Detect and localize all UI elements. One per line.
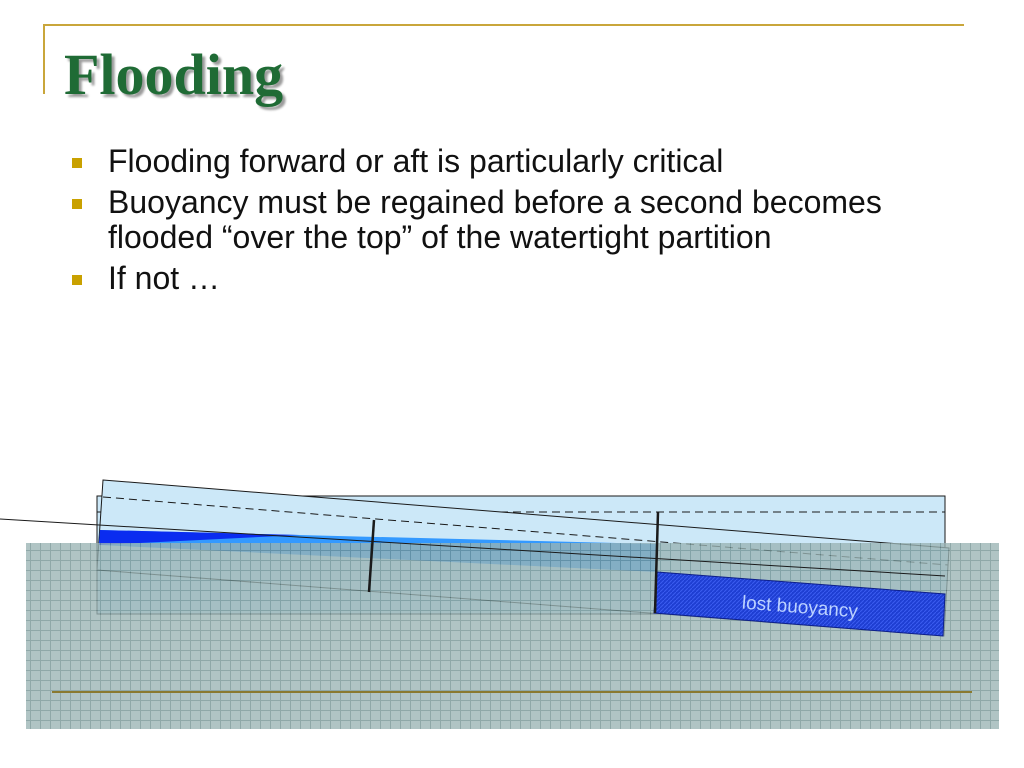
lost-buoyancy-label: lost buoyancy [741, 592, 859, 623]
bullet-text: If not … [108, 260, 221, 296]
bullet-text: Buoyancy must be regained before a second becomes flooded “over the top” of the watertight partition [108, 184, 882, 255]
slide-title: Flooding [64, 42, 284, 107]
bullet-text: Flooding forward or aft is particularly critical [108, 143, 724, 179]
